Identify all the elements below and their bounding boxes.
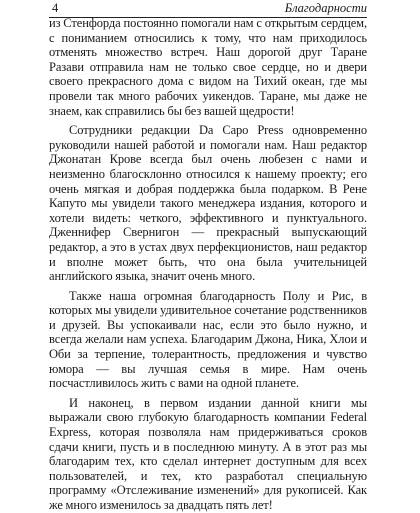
body-text <box>49 16 367 513</box>
page-number: 4 <box>52 1 59 15</box>
paragraph-2: Сотрудники редакции Da Capo Press одновременно руководили нашей работой и помогали нам. Наш редактор Джонатан Крове всегда был очень любезен с нами и неизменно благосклонно относился к нашему проекту; его очень мягкая и добрая поддержка была подарком. В Рене Капуто мы увидели такого менеджера издания, которого и хотели видеть: четкого, эффективного и пунктуального. Дженнифер Свернигон — прекрасный выпускающий редактор, а это в устах двух перфекционистов, наш редактор и вполне может быть, что она была учительницей английского языка, значит очень много. <box>49 123 367 284</box>
running-title: Благодарности <box>284 1 367 15</box>
paragraph-4: И наконец, в первом издании данной книги мы выражали свою глубокую благодарность компании Federal Express, которая позволяла нам придерживаться сроков сдачи книги, пусть и в последнюю минуту. А в этот раз мы благодарим тех, кто сделал интернет доступным для всех пользователей, и тех, кто разработал специальную программу «Отслеживание изменений» для рукописей. Как же много изменилось за двадцать пять лет! <box>49 395 367 512</box>
paragraph-3: Также наша огромная благодарность Полу и Рис, в которых мы увидели удивительное сочетание родственников и друзей. Вы успокаивали нас, если это было нужно, и всегда желали нам успеха. Благодарим Джона, Ника, Хлои и Оби за терпение, толерантность, предложения и чувство юмора — вы лучшая семья в мире. Нам очень посчастливилось жить с вами на одной планете. <box>49 288 367 391</box>
paragraph-1: из Стенфорда постоянно помогали нам с открытым сердцем, с пониманием относились к тому, что нам приходилось отменять множество встреч. Наш дорогой друг Таране Разави отправила нам не только свое сердце, но и двери своего прекрасного дома с видом на Тихий океан, где мы провели так много рабочих уикендов. Таране, мы даже не знаем, как справились бы без вашей щедрости! <box>49 16 367 118</box>
